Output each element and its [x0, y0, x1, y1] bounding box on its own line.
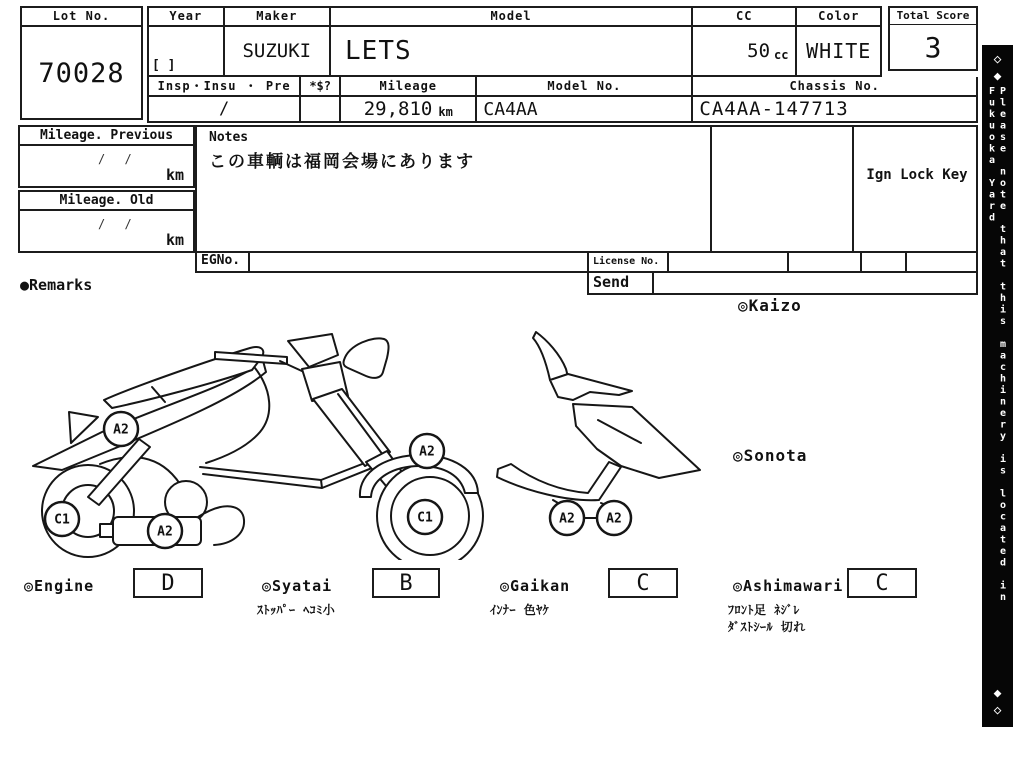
maker-cell: [225, 8, 331, 75]
svg-text:C1: C1: [54, 512, 70, 528]
maker-value: SUZUKI: [242, 40, 312, 62]
insp-cell: [149, 77, 301, 121]
total-score-box: [888, 6, 978, 71]
license-cell-1: [669, 253, 789, 271]
mileage-cell: [341, 77, 477, 121]
ashimawari-grade-note-1: ﾌﾛﾝﾄ足 ﾈｼﾞﾚ: [728, 603, 800, 617]
mileage-old-date: / /: [98, 217, 138, 231]
cc-unit: cc: [774, 48, 789, 62]
notes-region: [195, 125, 978, 253]
svg-text:A2: A2: [419, 444, 435, 460]
cc-cell: [693, 8, 797, 75]
mileage-previous-unit: km: [165, 166, 184, 184]
svg-text:A2: A2: [157, 524, 173, 540]
notes-divider-2: [852, 127, 854, 251]
color-value: WHITE: [806, 39, 872, 63]
flag-value: [301, 97, 339, 121]
ashimawari-grade-label: ◎Ashimawari: [733, 577, 844, 595]
banner-bottom-diamonds: ◆◇: [990, 686, 1005, 720]
banner-top-diamonds: ◇◆: [990, 52, 1005, 86]
svg-text:A2: A2: [606, 511, 622, 527]
header-row-1: [147, 6, 882, 77]
year-cell: [149, 8, 225, 75]
notes-text: この車輌は福岡会場にあります: [209, 152, 475, 172]
lot-number-value: 70028: [38, 58, 125, 89]
ashimawari-grade-value: C: [847, 568, 917, 598]
cc-value: 50: [747, 40, 771, 62]
total-score-label: Total Score: [890, 8, 976, 25]
syatai-grade-note: ｽﾄｯﾊﾟｰ ﾍｺﾐ小: [257, 603, 336, 617]
lot-number-label: Lot No.: [22, 8, 141, 27]
svg-text:C1: C1: [417, 510, 433, 526]
flag-label: *$?: [301, 77, 339, 97]
mileage-old-label: Mileage. Old: [20, 192, 193, 211]
model-no-value: CA4AA: [483, 98, 538, 120]
header-row-2: [147, 77, 978, 123]
year-label: Year: [149, 8, 223, 27]
gaikan-grade-label: ◎Gaikan: [500, 577, 571, 595]
damage-badge: [550, 501, 584, 535]
syatai-grade-label: ◎Syatai: [262, 577, 333, 595]
license-cell-4: [907, 253, 976, 271]
ign-lock-key-label: Ign Lock Key: [866, 167, 968, 183]
mileage-unit: km: [438, 105, 453, 119]
insp-value: /: [219, 99, 230, 119]
eg-no-value: [250, 253, 589, 271]
send-label: Send: [589, 273, 654, 293]
color-label: Color: [797, 8, 880, 27]
color-cell: [797, 8, 880, 75]
chassis-no-value: CA4AA-147713: [699, 98, 849, 120]
total-score-value: 3: [924, 30, 942, 64]
license-cell-2: [789, 253, 862, 271]
model-no-cell: [477, 77, 693, 121]
lot-number-box: [20, 6, 143, 120]
mileage-value: 29,810: [363, 98, 433, 120]
damage-badge: [597, 501, 631, 535]
damage-badge: [410, 434, 444, 468]
engine-grade-label: ◎Engine: [24, 577, 95, 595]
model-cell: [331, 8, 693, 75]
insp-label: Insp・Insu ・ Pre: [149, 77, 299, 97]
chassis-no-cell: [693, 77, 976, 121]
license-no-label: License No.: [589, 253, 669, 271]
cc-label: CC: [693, 8, 795, 27]
svg-text:A2: A2: [559, 511, 575, 527]
send-row: [587, 273, 978, 295]
engine-grade-value: D: [133, 568, 203, 598]
mileage-previous-box: [18, 125, 195, 188]
banner-text: Please note that this machinery is located in Fukuoka Yard: [986, 86, 1009, 604]
svg-text:A2: A2: [113, 422, 129, 438]
syatai-grade-value: B: [372, 568, 440, 598]
ashimawari-grade-note-2: ﾀﾞｽﾄｼｰﾙ 切れ: [728, 620, 806, 634]
damage-badge: [148, 514, 182, 548]
send-value: [654, 273, 976, 293]
sonota-label: ◎Sonota: [733, 446, 808, 465]
gaikan-grade-value: C: [608, 568, 678, 598]
chassis-no-label: Chassis No.: [693, 77, 976, 97]
location-banner: [982, 45, 1013, 727]
model-label: Model: [331, 8, 691, 27]
remarks-label: ●Remarks: [20, 276, 93, 294]
engine-number-row: [195, 253, 978, 273]
damage-badge: [104, 412, 138, 446]
damage-badge: [408, 500, 442, 534]
mileage-previous-date: / /: [98, 152, 138, 166]
license-cell-3: [862, 253, 907, 271]
kaizo-label: ◎Kaizo: [738, 296, 802, 315]
damage-badge: [45, 502, 79, 536]
mileage-old-box: [18, 190, 195, 253]
mileage-label: Mileage: [341, 77, 475, 97]
notes-label: Notes: [209, 130, 249, 145]
model-value: LETS: [345, 36, 412, 66]
eg-no-label: EGNo.: [197, 253, 250, 271]
mileage-previous-label: Mileage. Previous: [20, 127, 193, 146]
flag-cell: [301, 77, 341, 121]
vehicle-diagram: [0, 325, 1024, 560]
notes-divider-1: [710, 127, 712, 251]
maker-label: Maker: [225, 8, 329, 27]
model-no-label: Model No.: [477, 77, 691, 97]
year-value: [ ]: [152, 58, 176, 73]
vehicle-diagram-svg: [0, 325, 1024, 560]
mileage-old-unit: km: [165, 231, 184, 249]
gaikan-grade-note: ｲﾝﾅｰ 色ﾔｹ: [490, 603, 550, 617]
